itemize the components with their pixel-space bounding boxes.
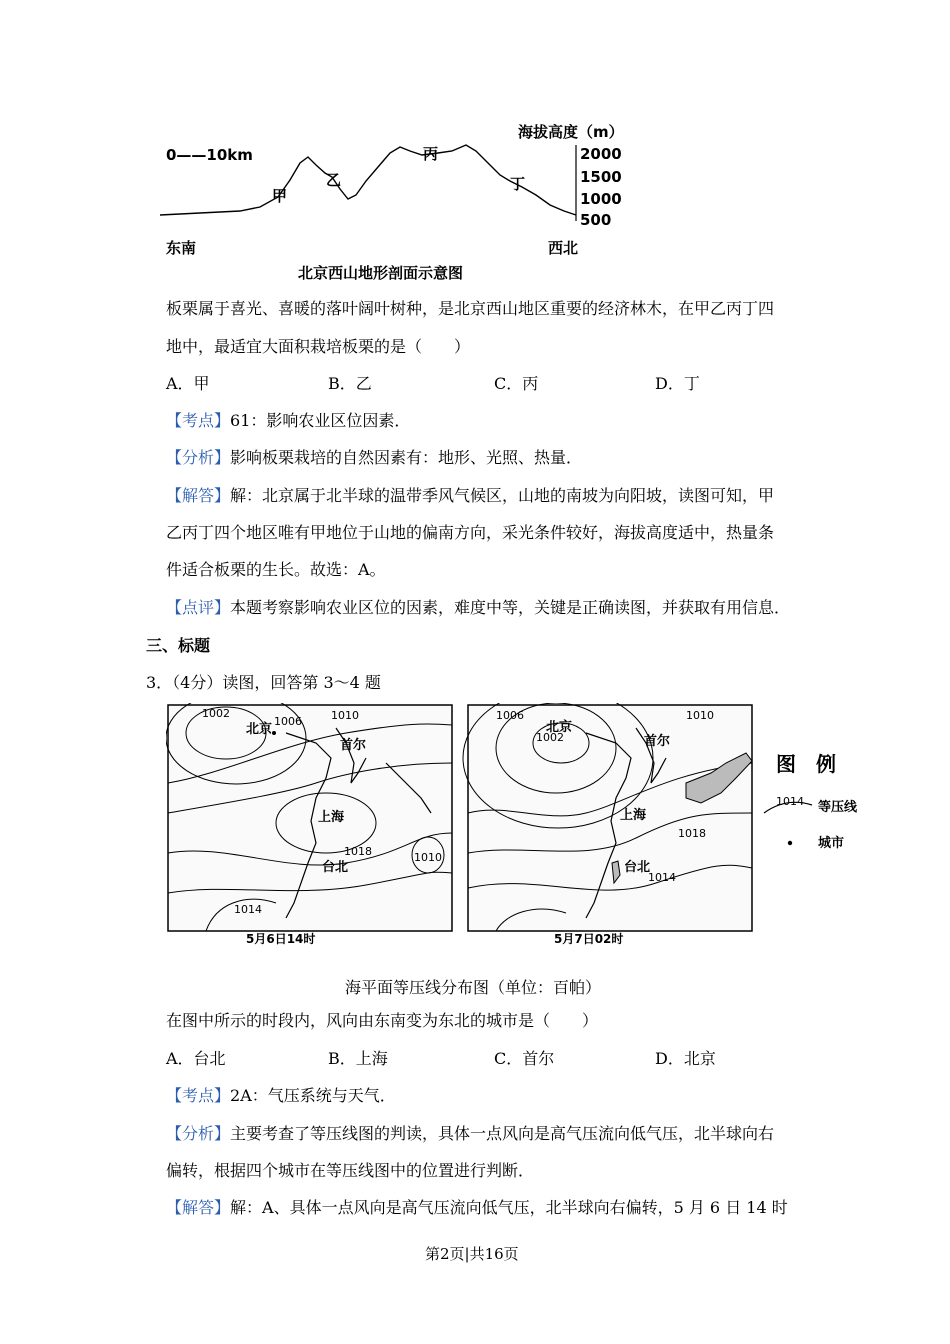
isobar-map-may7: [463, 703, 752, 946]
q2-option-a: A．甲: [166, 374, 210, 393]
kaodian-tag: 【考点】: [166, 411, 231, 430]
q3-option-c: C．首尔: [494, 1049, 555, 1068]
map1-isobar-1002: 1002: [202, 707, 230, 720]
fenxi-tag: 【分析】: [166, 1124, 231, 1143]
q3-option-b: B．上海: [328, 1049, 388, 1068]
scale-bar-label: 0——10km: [166, 146, 253, 164]
q3-kaodian: [166, 1083, 396, 1106]
q3-fenxi-line2: 偏转，根据四个城市在等压线图中的位置进行判断．: [166, 1161, 535, 1180]
point-ding: 丁: [510, 175, 526, 193]
q3-stem: 3．（4分）读图，回答第 3～4 题: [146, 673, 381, 692]
jieda-tag: 【解答】: [166, 486, 231, 505]
legend-isobar-label: 等压线: [818, 800, 858, 815]
map2-isobar-1010: 1010: [686, 709, 714, 722]
dianping-text: 本题考察影响农业区位的因素，难度中等，关键是正确读图，并获取有用信息．: [230, 598, 791, 617]
q2-stem-line2: 地中，最适宜大面积栽培板栗的是（ ）: [166, 337, 471, 356]
section-title: 三、标题: [146, 636, 211, 655]
map2-isobar-1006: 1006: [496, 709, 524, 722]
q2-jieda-line3: 件适合板栗的生长。故选：A。: [166, 560, 386, 579]
altitude-tick-500: 500: [580, 211, 612, 229]
q2-dianping: [166, 595, 790, 618]
q3-fenxi-line1: [166, 1121, 774, 1144]
map1-isobar-1006: 1006: [274, 715, 302, 728]
map2-isobar-1018: 1018: [678, 827, 706, 840]
q3-jieda-line1: [166, 1195, 788, 1218]
isobar-maps-figure: [166, 703, 876, 953]
map2-city-beijing: 北京: [546, 720, 573, 735]
q3-option-d: D．北京: [655, 1049, 716, 1068]
q3-option-a: A．台北: [166, 1049, 226, 1068]
map2-isobar-1002: 1002: [536, 731, 564, 744]
q2-stem-line1: 板栗属于喜光、喜暖的落叶阔叶树种，是北京西山地区重要的经济林木，在甲乙丙丁四: [166, 299, 775, 318]
point-bing: 丙: [423, 145, 439, 163]
terrain-profile-figure: [160, 115, 640, 290]
q2-jieda-line2: 乙丙丁四个地区唯有甲地位于山地的偏南方向，采光条件较好，海拔高度适中，热量条: [166, 523, 775, 542]
jieda-text: 解：北京属于北半球的温带季风气候区，山地的南坡为向阳坡，读图可知，甲: [230, 486, 775, 505]
map-legend: [764, 752, 858, 851]
dianping-tag: 【点评】: [166, 598, 231, 617]
altitude-tick-1000: 1000: [580, 190, 622, 208]
q2-jieda-line1: [166, 483, 774, 506]
jieda-tag: 【解答】: [166, 1198, 231, 1217]
map2-frame: [468, 705, 752, 931]
map2-isobar-1014: 1014: [648, 871, 676, 884]
fenxi-text: 主要考查了等压线图的判读，具体一点风向是高气压流向低气压，北半球向右: [230, 1124, 775, 1143]
map2-city-seoul: 首尔: [644, 734, 671, 749]
fenxi-tag: 【分析】: [166, 448, 231, 467]
q2-option-b: B．乙: [328, 374, 372, 393]
map1-isobar-1010: 1010: [331, 709, 359, 722]
map1-isobar-1014: 1014: [234, 903, 262, 916]
jieda-text: 解：A、具体一点风向是高气压流向低气压，北半球向右偏转，5 月 6 日 14 时: [230, 1198, 788, 1217]
map2-time: 5月7日02时: [554, 932, 624, 946]
direction-southeast: 东南: [166, 239, 197, 257]
altitude-axis-title: 海拔高度（m）: [518, 123, 624, 141]
q2-fenxi: [166, 445, 582, 468]
q2-kaodian: [166, 408, 410, 431]
q2-option-c: C．丙: [494, 374, 539, 393]
map2-city-shanghai: 上海: [620, 808, 647, 823]
q3-question: 在图中所示的时段内，风向由东南变为东北的城市是（ ）: [166, 1011, 599, 1030]
kaodian-tag: 【考点】: [166, 1086, 231, 1105]
isobar-map-may6: [166, 703, 452, 946]
map1-city-beijing: 北京: [246, 722, 273, 737]
isobar-figure-caption: 海平面等压线分布图（单位：百帕）: [345, 978, 602, 997]
map1-city-dot: [272, 731, 276, 735]
legend-title: 图 例: [776, 752, 836, 776]
q2-option-d: D．丁: [655, 374, 700, 393]
profile-caption: 北京西山地形剖面示意图: [298, 264, 464, 282]
map1-isobar-1010b: 1010: [414, 851, 442, 864]
legend-isobar-value: 1014: [776, 795, 804, 808]
map1-time: 5月6日14时: [246, 932, 316, 946]
fenxi-text: 影响板栗栽培的自然因素有：地形、光照、热量．: [230, 448, 583, 467]
point-yi: 乙: [326, 171, 342, 189]
altitude-tick-1500: 1500: [580, 168, 622, 186]
map1-city-seoul: 首尔: [340, 738, 367, 753]
legend-city-dot: [788, 841, 792, 845]
altitude-tick-2000: 2000: [580, 145, 622, 163]
kaodian-text: 2A：气压系统与天气．: [230, 1086, 396, 1105]
map1-city-shanghai: 上海: [318, 810, 345, 825]
page-footer: 第2页|共16页: [425, 1245, 519, 1263]
map1-isobar-1018: 1018: [344, 845, 372, 858]
legend-city-label: 城市: [818, 836, 845, 851]
map1-frame: [168, 705, 452, 931]
point-jia: 甲: [272, 187, 288, 205]
map2-city-taipei: 台北: [624, 860, 651, 875]
kaodian-text: 61：影响农业区位因素．: [230, 411, 411, 430]
direction-northwest: 西北: [548, 239, 579, 257]
map1-city-taipei: 台北: [322, 860, 349, 875]
